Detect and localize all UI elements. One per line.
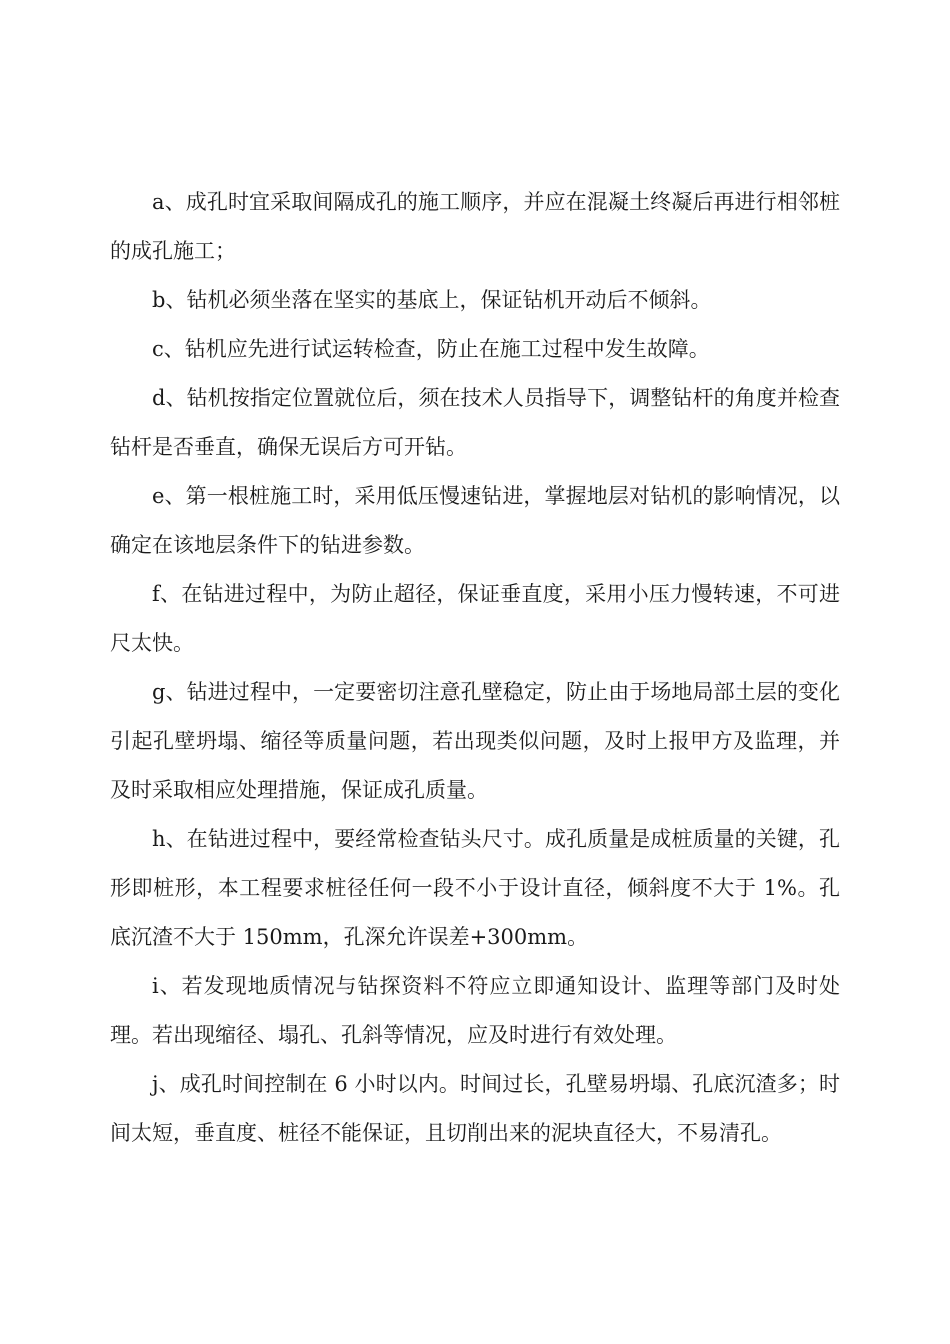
paragraph-i: i、若发现地质情况与钻探资料不符应立即通知设计、监理等部门及时处理。若出现缩径、塌孔、孔斜等情况，应及时进行有效处理。 <box>110 974 840 1047</box>
paragraph-d: d、钻机按指定位置就位后，须在技术人员指导下，调整钻杆的角度并检查钻杆是否垂直，确保无误后方可开钻。 <box>110 386 840 459</box>
paragraph-e: e、第一根桩施工时，采用低压慢速钻进，掌握地层对钻机的影响情况，以确定在该地层条件下的钻进参数。 <box>110 484 840 557</box>
paragraph-j: j、成孔时间控制在 6 小时以内。时间过长，孔壁易坍塌、孔底沉渣多；时间太短，垂直度、桩径不能保证，且切削出来的泥块直径大，不易清孔。 <box>110 1072 840 1145</box>
paragraph-b: b、钻机必须坐落在坚实的基底上，保证钻机开动后不倾斜。 <box>152 288 712 312</box>
paragraph-f: f、在钻进过程中，为防止超径，保证垂直度，采用小压力慢转速，不可进尺太快。 <box>110 582 840 655</box>
paragraph-c: c、钻机应先进行试运转检查，防止在施工过程中发生故障。 <box>152 337 710 361</box>
paragraph-g: g、钻进过程中，一定要密切注意孔壁稳定，防止由于场地局部土层的变化引起孔壁坍塌、缩径等质量问题，若出现类似问题，及时上报甲方及监理，并及时采取相应处理措施，保证成孔质量。 <box>110 680 840 802</box>
paragraph-h: h、在钻进过程中，要经常检查钻头尺寸。成孔质量是成桩质量的关键，孔形即桩形，本工程要求桩径任何一段不小于设计直径，倾斜度不大于 1%。孔底沉渣不大于 150mm，孔深允许误差+300mm。 <box>110 827 840 949</box>
paragraph-a: a、成孔时宜采取间隔成孔的施工顺序，并应在混凝土终凝后再进行相邻桩的成孔施工； <box>110 190 840 263</box>
document-body <box>110 178 840 1158</box>
